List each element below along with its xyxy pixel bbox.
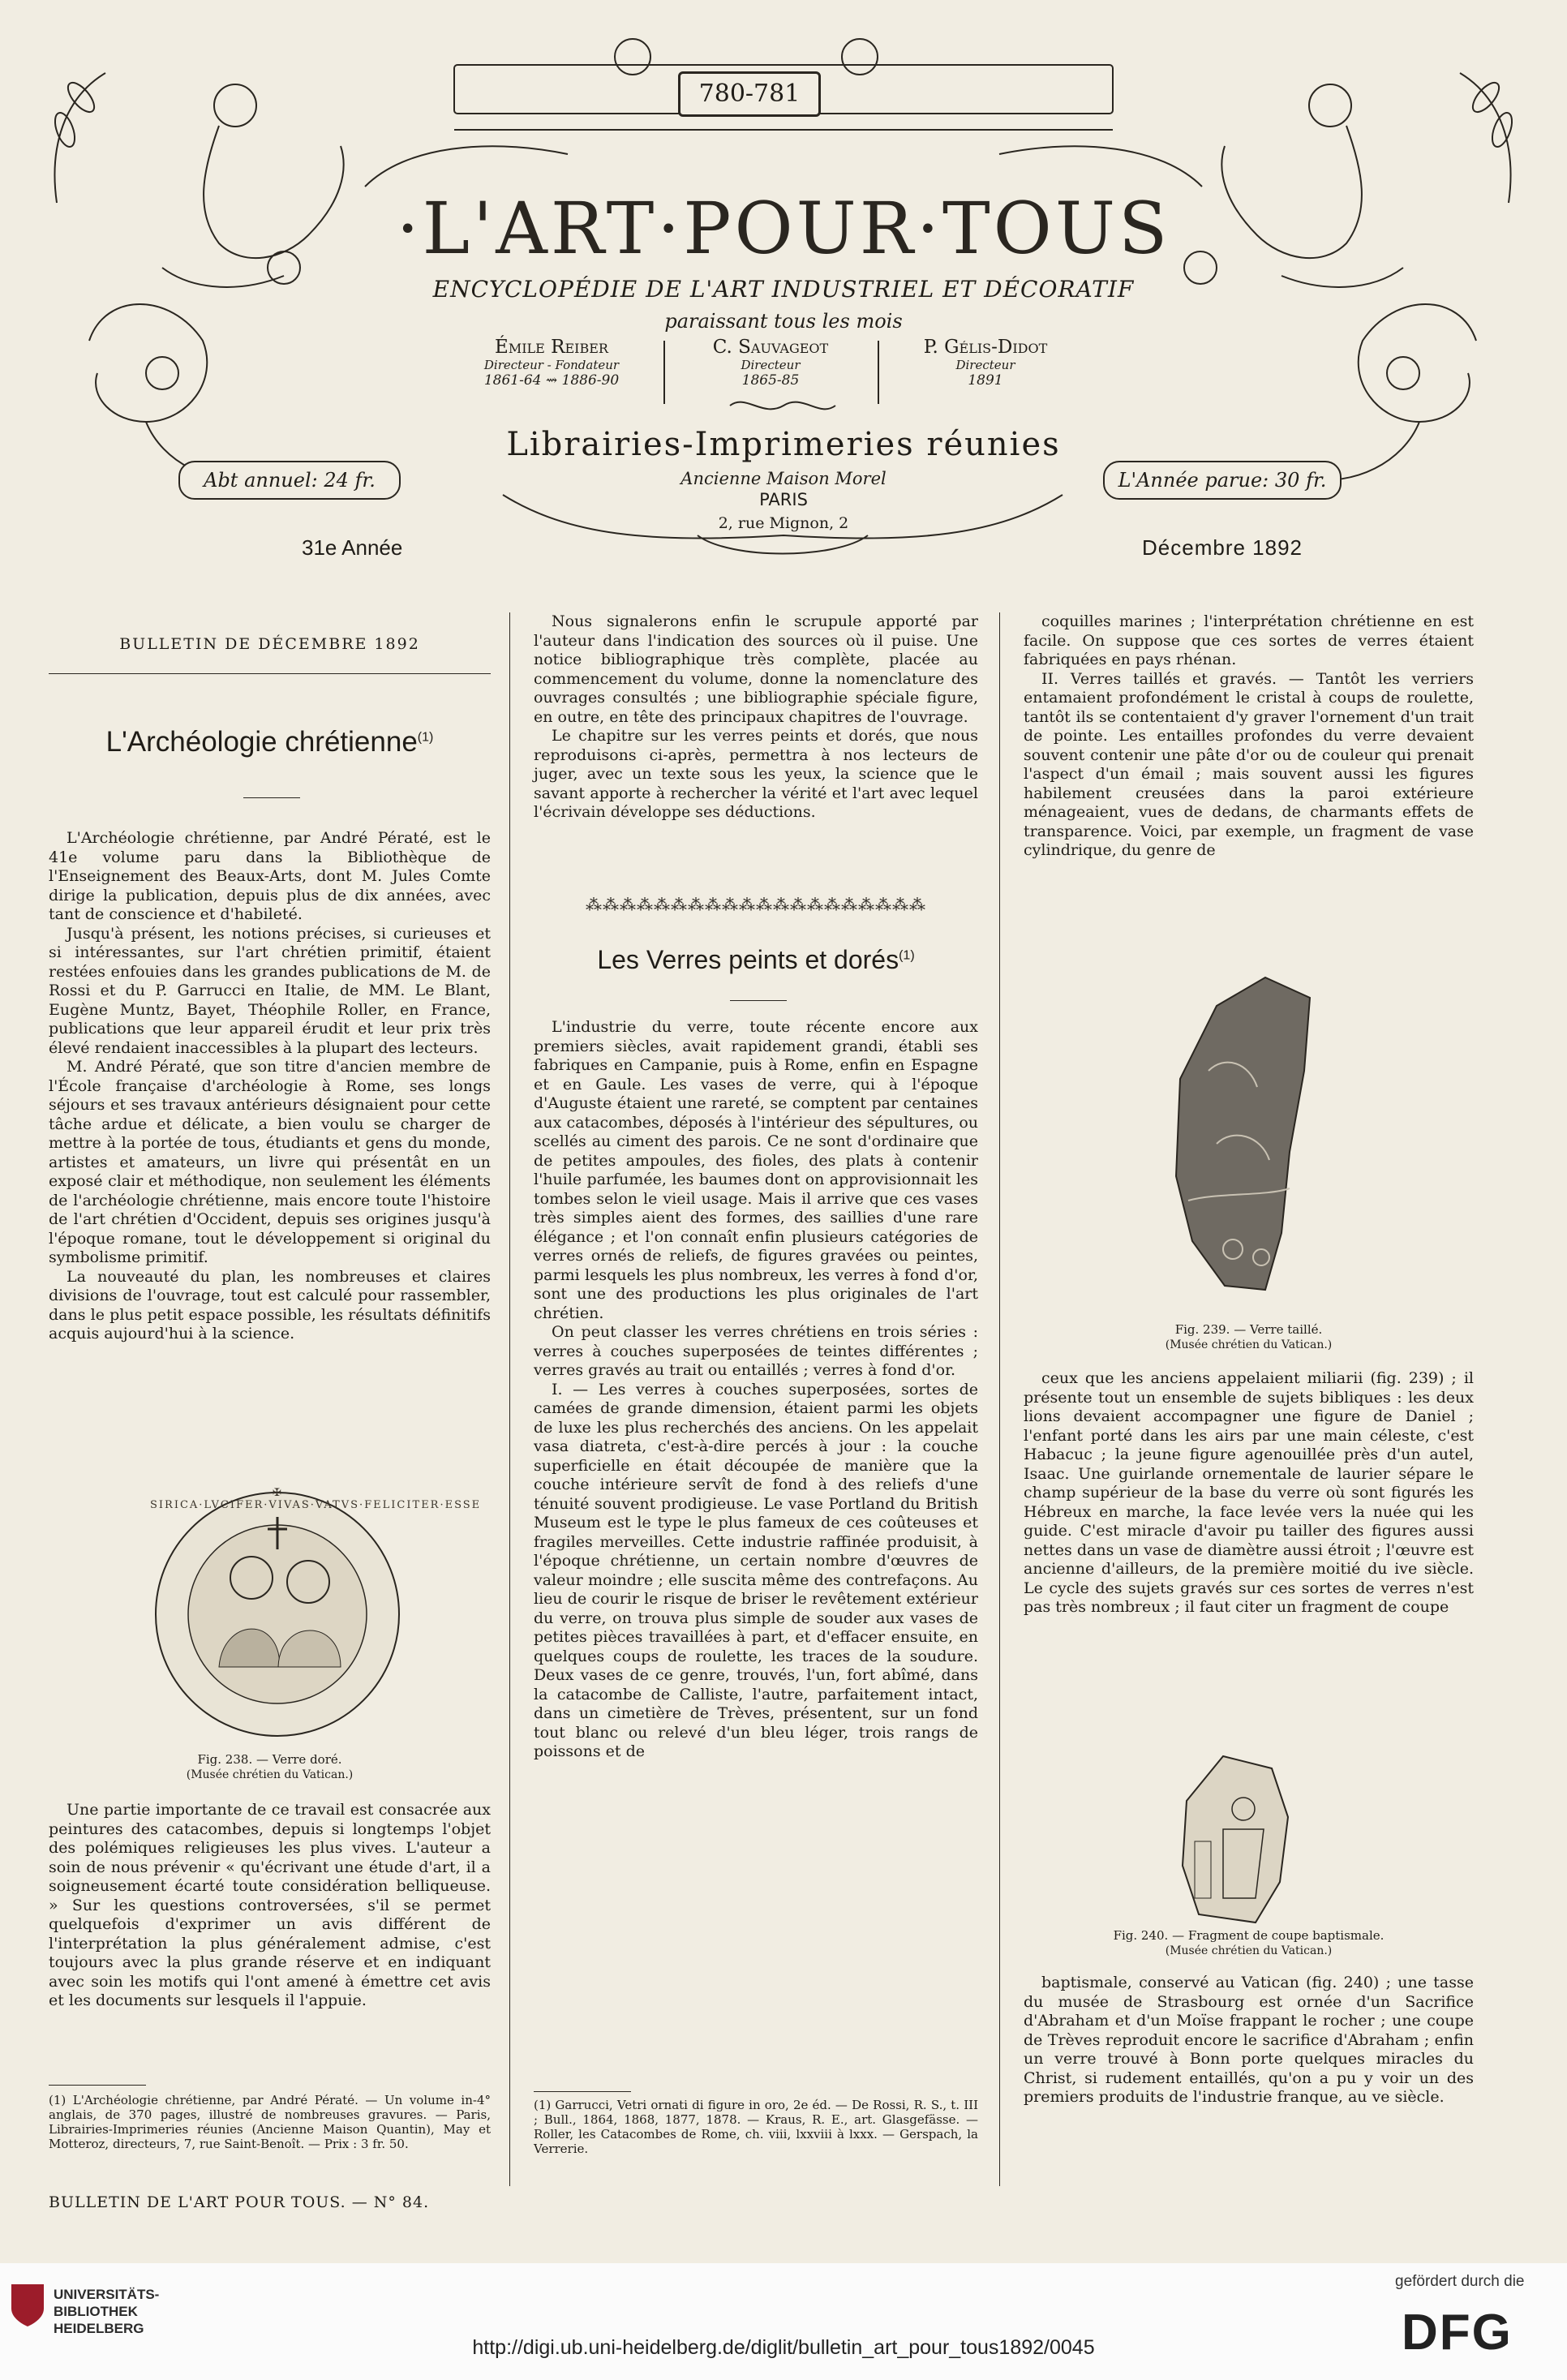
bulletin-rule xyxy=(49,673,491,674)
paragraph: On peut classer les verres chrétiens en trois séries : verres à couches superposées de teintes différentes ; verres gravés au trait ou entaillés ; verres à fond d'or. xyxy=(534,1323,978,1379)
footnote-col2: (1) Garrucci, Vetri ornati di figure in oro, 2e éd. — De Rossi, R. S., t. III ; Bull., 1864, 1868, 1877, 1878. — Kraus, R. E., art. Glasgefässe. — Roller, les Catacombes de Rome, ch. viii, lxxviii à lxxx. — Gerspach, la Verrerie. xyxy=(534,2098,978,2156)
source-url-link[interactable]: http://digi.ub.uni-heidelberg.de/diglit/bulletin_art_pour_tous1892/0045 xyxy=(472,2336,1095,2359)
bulletin-footer: BULLETIN DE L'ART POUR TOUS. — N° 84. xyxy=(49,2193,430,2211)
column-3-text-continued xyxy=(1024,1369,1474,1617)
bulletin-heading: BULLETIN DE DÉCEMBRE 1892 xyxy=(119,635,420,653)
figure-238-gold-glass xyxy=(150,1480,482,1748)
article-heading-verres: Les Verres peints et dorés$^{(1)}$ xyxy=(597,945,915,974)
paragraph: La nouveauté du plan, les nombreuses et claires divisions de l'ouvrage, tout est calculé pour rassembler, dans le plus petit espace possible, les résultats définitifs acquis aujourd'hui à la science. xyxy=(49,1267,491,1343)
funded-by-label: gefördert durch die xyxy=(1395,2273,1525,2290)
left-laurel-branch xyxy=(55,73,106,203)
paragraph: II. Verres taillés et gravés. — Tantôt les verriers entamaient profondément le cristal à coups de roulette, tantôt ils se contentaient d'y graver l'ornement d'un trait de pointe. Les entailles profondes du verre devaient souvent contenir une pâte d'or ou de couleur qui prenait l'aspect d'un émail ; mais souvent aussi les figures habilement creusées dans la paroi extérieure ménageaient, vues de dedans, de charmants effets de transparence. Voici, par exemple, un fragment de vase cylindrique, du genre de xyxy=(1024,669,1474,859)
journal-title: ·L'ART·POUR·TOUS xyxy=(396,187,1171,270)
paragraph: Le chapitre sur les verres peints et dorés, que nous reproduisons ci-après, permettra à nos lecteurs de juger, avec un texte sous les yeux, la science que le savant apporte à rechercher la vérité et l'art avec lequel l'écrivain développe ses déductions. xyxy=(534,727,978,821)
paragraph: baptismale, conservé au Vatican (fig. 240) ; une tasse du musée de Strasbourg est ornée d'un Sacrifice d'Abraham et d'un Moïse frappant le rocher ; une coupe de Trèves reproduit encore le sacrifice d'Abraham ; enfin un verre trouvé à Bonn porte quelques miracles du Christ, si rudement entaillés, qu'on a pu y voir un des premiers produits de l'industrie franque, au ve siècle. xyxy=(1024,1974,1474,2106)
figure-238-inscription: ✠ SIRICA·LVCIFER·VIVAS·VATVS·FELICITER·ESSE xyxy=(150,1487,482,1511)
director-reiber: Émile Reiber Directeur - Fondateur 1861-64 ⇝ 1886-90 xyxy=(483,337,620,389)
paragraph: coquilles marines ; l'interprétation chrétienne en est facile. On suppose que ces sortes de verres étaient fabriquées en pays rhénan. xyxy=(1024,612,1474,668)
footnote-col1: (1) L'Archéologie chrétienne, par André Pératé. — Un volume in-4° anglais, de 370 pages, illustré de nombreuses gravures. — Paris, Librairies-Imprimeries réunies (Ancienne Maison Quantin), May et Motteroz, directeurs, 7, rue Saint-Benoît. — Prix : 3 fr. 50. xyxy=(49,2093,491,2151)
column-1-text-continued xyxy=(49,1801,491,2011)
column-rule-left xyxy=(509,612,510,2186)
figure-240-baptismal-cup xyxy=(1174,1752,1296,1927)
digitization-banner xyxy=(0,2263,1567,2380)
paragraph: I. — Les verres à couches superposées, sortes de camées de grande dimension, étaient parmi les objets de luxe les plus recherchés des anciens. On les appelait vasa diatreta, c'est-à-dire percés à jour : la couche superficielle en était découpée de manière que la couche intérieure servît de fond à des reliefs d'une ténuité souvent prodigieuse. Le vase Portland du British Museum est le type le plus fameux de ces coûteuses et fragiles merveilles. Cette industrie raffinée produisit, à l'époque chrétienne, un certain nombre d'œuvres de valeur moindre ; elle suscita même des contrefaçons. Au lieu de courir le risque de briser le revêtement extérieur du verre, on trouva plus simple de souder aux vases de petites pièces travaillées à part, et d'effacer ensuite, en quelques coups de roulette, les traces de la soudure. Deux vases de ce genre, trouvés, l'un, fort abîmé, dans la catacombe de Calliste, l'autre, parfaitement intact, dans un cimetière de Trèves, présentent, sur un fond tout blanc ou relevé d'un bleu léger, trois rangs de poissons et de xyxy=(534,1380,978,1760)
director-separator xyxy=(663,341,665,404)
ancienne-maison: Ancienne Maison Morel xyxy=(680,469,887,488)
year-price-ribbon: L'Année parue: 30 fr. xyxy=(1103,461,1342,500)
left-figure-head xyxy=(214,84,256,127)
column-1-text xyxy=(49,829,491,1344)
paragraph: Une partie importante de ce travail est consacrée aux peintures des catacombes, depuis si longtemps l'objet des polémiques religieuses les plus vives. L'auteur a soin de nous prévenir « qu'écrivant une étude d'art, il a soigneusement écarté toute considération belliqueuse. » Sur les questions controversées, s'il se permet quelquefois d'exprimer un avis différent de l'interprétation la plus généralement admise, c'est toujours avec la plus grande réserve et en indiquant avec soin les motifs qui l'ont amené à émettre cet avis et les documents sur lesquels il l'appuie. xyxy=(49,1801,491,2009)
university-name: UNIVERSITÄTS- BIBLIOTHEK HEIDELBERG xyxy=(54,2287,160,2336)
figure-238-caption: Fig. 238. — Verre doré. (Musée chrétien du Vatican.) xyxy=(186,1752,354,1781)
heading-rule xyxy=(243,797,300,798)
director-sauvageot: C. Sauvageot Directeur 1865-85 xyxy=(712,337,829,389)
column-3-text-final xyxy=(1024,1974,1474,2107)
publisher: Librairies-Imprimeries réunies xyxy=(506,426,1061,463)
journal-subtitle: ENCYCLOPÉDIE DE L'ART INDUSTRIEL ET DÉCORATIF xyxy=(432,276,1135,303)
right-figure-head xyxy=(1309,84,1351,127)
director-gelis-didot: P. Gélis-Didot Directeur 1891 xyxy=(923,337,1048,389)
director-separator xyxy=(878,341,879,404)
month-label: Décembre 1892 xyxy=(1142,535,1303,560)
issue-number: 780-781 xyxy=(678,71,821,117)
column-3-text xyxy=(1024,612,1474,861)
heidelberg-logo-icon xyxy=(8,2281,47,2330)
footnote-rule xyxy=(534,2091,631,2092)
paragraph: Nous signalerons enfin le scrupule apporté par l'auteur dans l'indication des sources où il puise. Une notice bibliographique très complète, placée au commencement du volume, donne la nomenclature des ouvrages consultés ; une bibliographie spéciale figure, en outre, en tête des principaux chapitres de l'ouvrage. xyxy=(534,612,978,726)
heading-rule xyxy=(730,1000,787,1001)
footnote-rule xyxy=(49,2085,146,2086)
subscription-ribbon: Abt annuel: 24 fr. xyxy=(178,461,401,500)
dfg-logo: DFG xyxy=(1402,2305,1513,2361)
column-2-text xyxy=(534,612,978,823)
paragraph: ceux que les anciens appelaient miliarii (fig. 239) ; il présente tout un ensemble de sujets bibliques : les deux lions devaient accompagner une figure de Daniel ; l'enfant porté dans les airs par une main céleste, c'est Habacuc ; la jeune figure agenouillée près d'un autel, Isaac. Une guirlande ornementale de laurier sépare le champ supérieur de la base du verre où sont figurés les Hébreux en marche, la face levée vers la nuée qui les guide. C'est miracle d'avoir pu tailler des figures aussi nettes dans un vase de diamètre aussi étroit ; l'œuvre est ancienne d'ailleurs, de la première moitié du ive siècle. Le cycle des sujets gravés sur ces sortes de verres n'est pas très nombreux ; il faut citer un fragment de coupe xyxy=(1024,1369,1474,1616)
column-2-text-continued xyxy=(534,1018,978,1762)
paragraph: Jusqu'à présent, les notions précises, si curieuses et si intéressantes, sur l'art chrétien primitif, étaient restées enfouies dans les grandes publications de M. de Rossi et du P. Garrucci en Italie, de MM. Le Blant, Eugène Muntz, Bayet, Théophile Roller, en France, publications que leur appareil érudit et leur prix très élevé rendaient inaccessibles à la plupart des lecteurs. xyxy=(49,924,491,1057)
right-laurel-branch xyxy=(1460,73,1511,203)
address: 2, rue Mignon, 2 xyxy=(718,514,849,532)
figure-239-caption: Fig. 239. — Verre taillé. (Musée chrétien du Vatican.) xyxy=(1165,1322,1333,1351)
ornament-divider: ⁂⁂⁂⁂⁂⁂⁂⁂⁂⁂⁂⁂⁂⁂⁂⁂⁂⁂⁂⁂ xyxy=(586,895,926,914)
column-rule-right xyxy=(999,612,1000,2186)
article-heading-archeologie: L'Archéologie chrétienne$^{(1)}$ xyxy=(105,726,434,758)
city: PARIS xyxy=(759,490,808,509)
year-label: 31e Année xyxy=(302,535,403,560)
periodicity: paraissant tous les mois xyxy=(664,310,903,333)
paragraph: M. André Pératé, que son titre d'ancien membre de l'École française d'archéologie à Rome, ses longs séjours et ses travaux antérieurs désignaient pour cette tâche ardue et délicate, a bien voulu se charger de mettre à la portée de tous, étudiants et gens du monde, artistes et amateurs, un livre qui présentât en un exposé clair et méthodique, non seulement les éléments de l'archéologie chrétienne, mais encore toute l'histoire de l'art chrétien d'Occident, depuis ses origines jusqu'à l'époque romane, tout le développement si original du symbolisme primitif. xyxy=(49,1058,491,1266)
paragraph: L'Archéologie chrétienne, par André Pératé, est le 41e volume paru dans la Bibliothèque de l'Enseignement des Beaux-Arts, dont M. Jules Comte dirige la publication, depuis plus de dix années, avec tant de conscience et d'habileté. xyxy=(49,829,491,923)
figure-240-caption: Fig. 240. — Fragment de coupe baptismale. (Musée chrétien du Vatican.) xyxy=(1113,1928,1385,1957)
figure-239-cut-glass xyxy=(1168,973,1322,1298)
paragraph: L'industrie du verre, toute récente encore aux premiers siècles, avait rapidement grandi, établi ses fabriques en Campanie, puis à Rome, enfin en Espagne et en Gaule. Les vases de verre, qui à l'époque d'Auguste étaient une rareté, se comptent par centaines aux catacombes, déposés à l'intérieur des sépultures, ou scellés au ciment des parois. Ce ne sont d'ordinaire que de petites ampoules, des fioles, des plats à contenir l'huile parfumée, les baumes dont on approvisionnait les tombes selon le vieil usage. Mais il arrive que ces vases très simples aient des formes, des saillies d'une rare élégance ; et l'on connaît enfin plusieurs catégories de verres ornés de reliefs, de figures gravées ou peintes, parmi lesquels les plus nombreux, les verres à fond d'or, sont une des productions les plus originales de l'art chrétien. xyxy=(534,1018,978,1322)
